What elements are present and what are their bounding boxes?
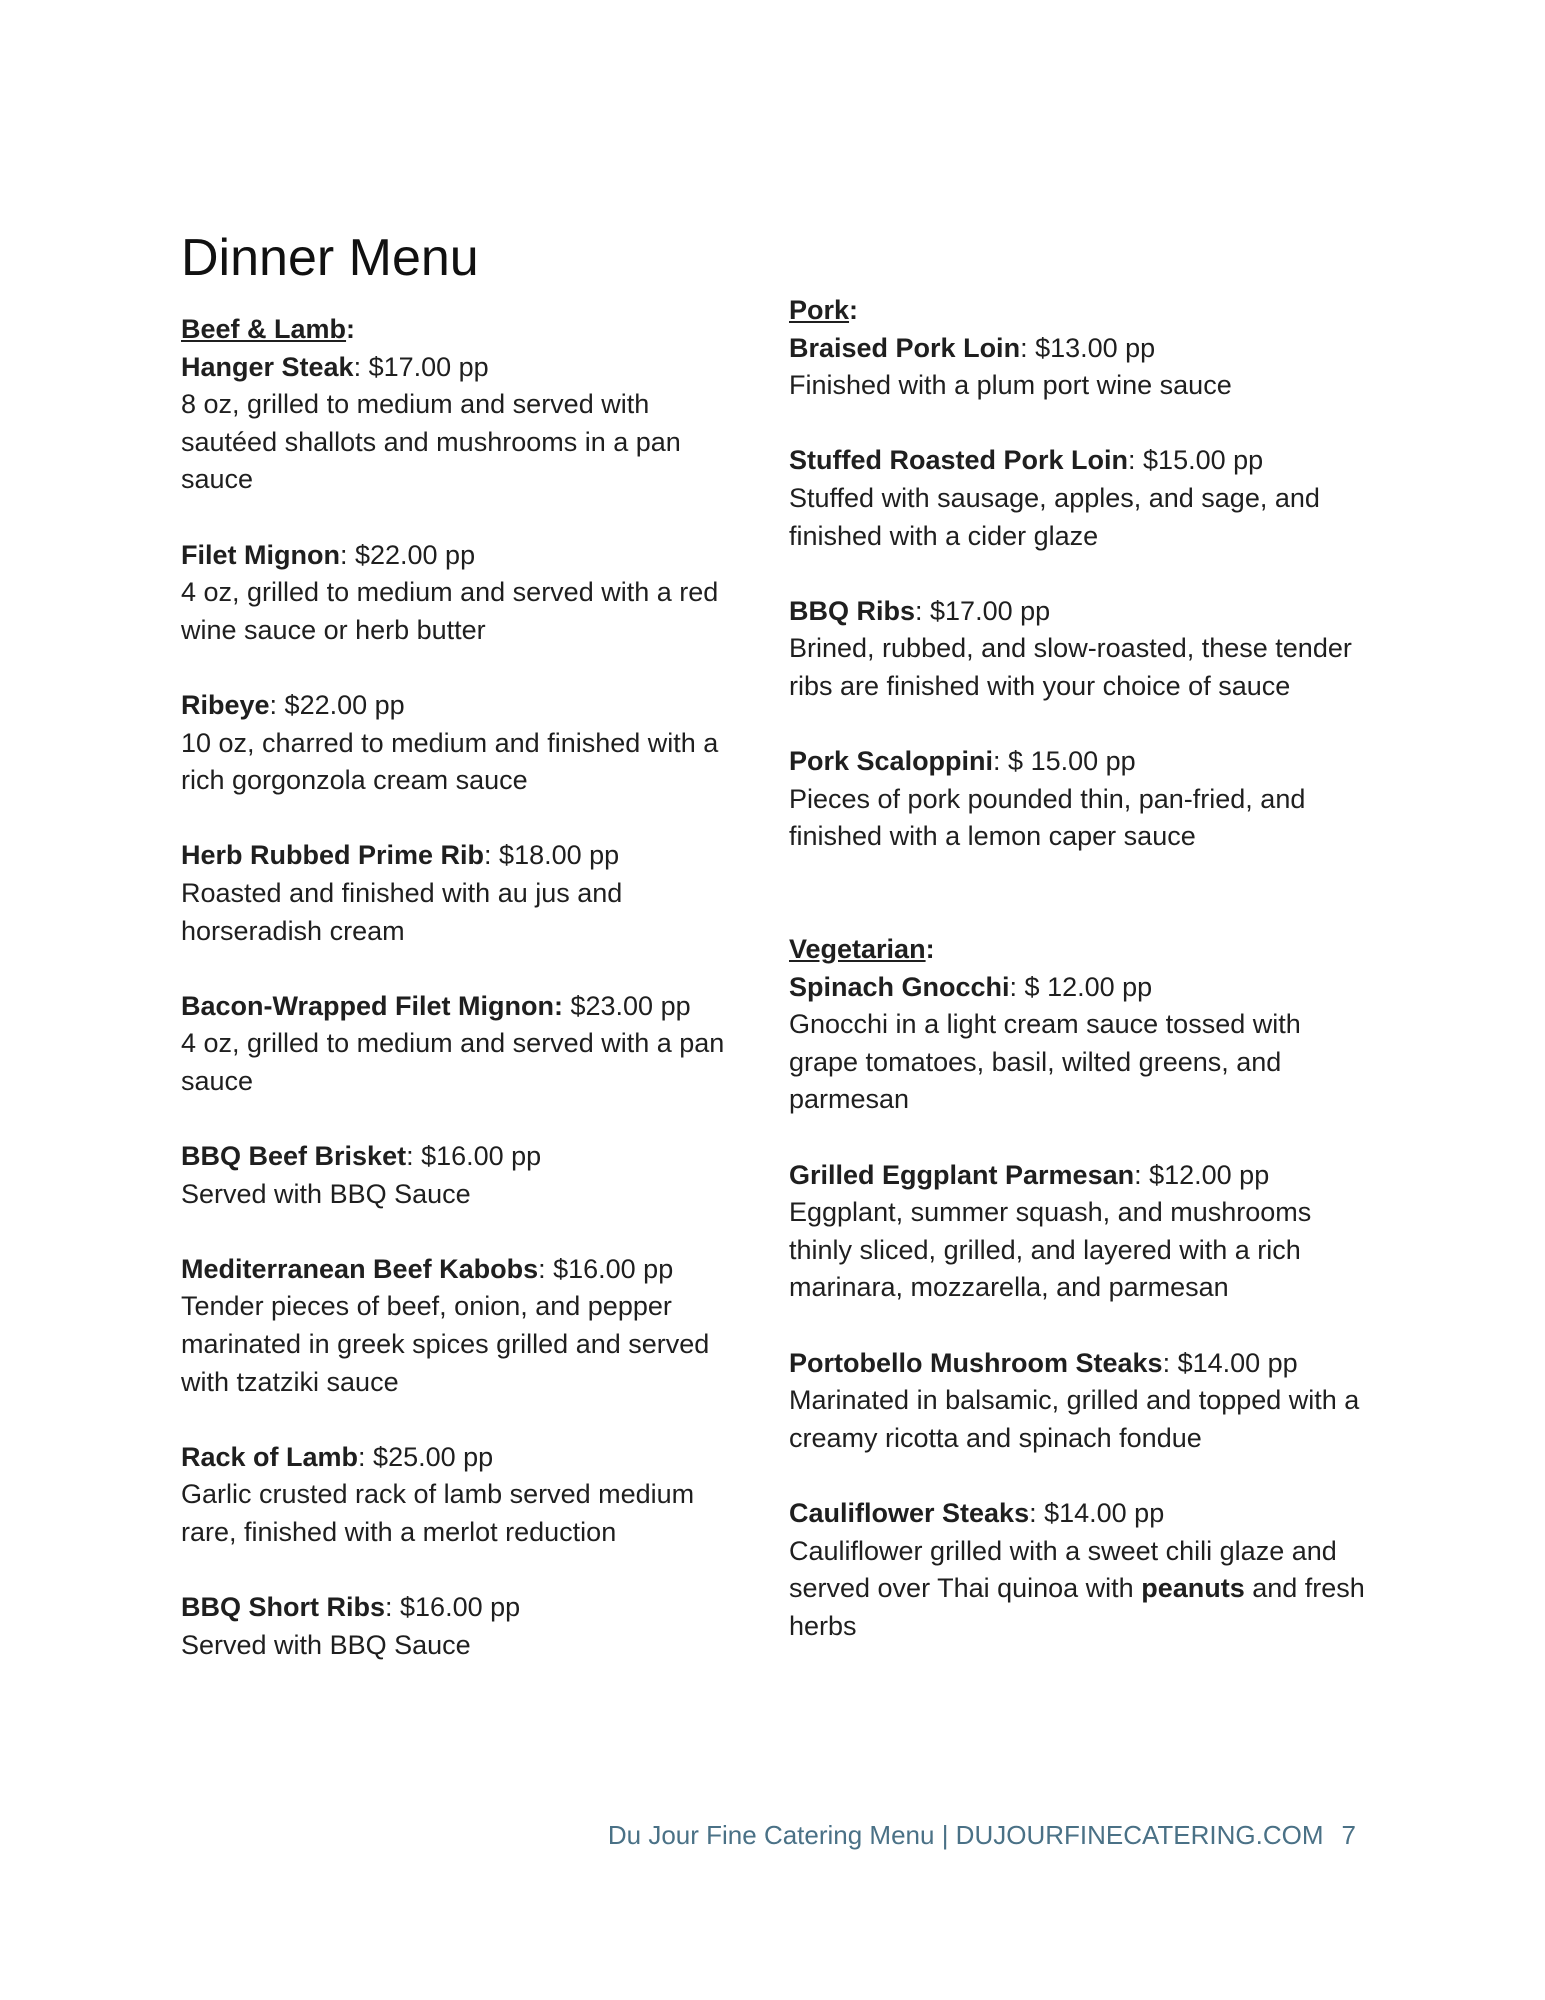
item-price: : $22.00 pp <box>269 689 405 720</box>
page-title: Dinner Menu <box>181 229 479 287</box>
item-description: Garlic crusted rack of lamb served medium rare, finished with a merlot reduction <box>181 1479 695 1547</box>
item-description: Served with BBQ Sauce <box>181 1178 471 1209</box>
menu-item-herb-rubbed-prime-rib <box>181 837 741 950</box>
item-price: : $14.00 pp <box>1029 1498 1165 1528</box>
item-name: Portobello Mushroom Steaks <box>789 1347 1163 1378</box>
item-price: : $18.00 pp <box>484 840 620 871</box>
item-name: BBQ Ribs <box>789 595 916 626</box>
menu-item-braised-pork-loin <box>789 330 1369 405</box>
menu-item-bbq-ribs <box>789 593 1369 706</box>
item-price: : $16.00 pp <box>385 1592 521 1623</box>
item-name: BBQ Short Ribs <box>181 1592 386 1623</box>
item-price: : $16.00 pp <box>538 1253 674 1284</box>
item-description: 10 oz, charred to medium and finished with a rich gorgonzola cream sauce <box>181 727 719 796</box>
item-name: Rack of Lamb <box>181 1441 359 1472</box>
section-heading-pork: Pork: <box>789 295 859 325</box>
menu-item-portobello-mushroom-steaks <box>789 1345 1369 1458</box>
item-description: Eggplant, summer squash, and mushrooms thinly sliced, grilled, and layered with a rich marinara, mozzarella, and parmesan <box>789 1197 1312 1303</box>
menu-item-cauliflower-steaks <box>789 1495 1369 1645</box>
item-description: Stuffed with sausage, apples, and sage, and finished with a cider glaze <box>789 482 1320 551</box>
page-footer <box>608 1820 1356 1851</box>
menu-item-filet-mignon <box>181 537 741 650</box>
item-description: Pieces of pork pounded thin, pan-fried, and finished with a lemon caper sauce <box>789 783 1306 852</box>
right-column <box>789 292 1369 1683</box>
item-name: Bacon-Wrapped Filet Mignon: <box>181 990 563 1021</box>
item-price: : $25.00 pp <box>358 1441 494 1472</box>
menu-item-grilled-eggplant-parmesan <box>789 1157 1369 1307</box>
menu-item-pork-scaloppini <box>789 743 1369 856</box>
item-name: Ribeye <box>181 689 270 720</box>
vegetarian-section <box>789 931 1369 1645</box>
item-name: Braised Pork Loin <box>789 332 1021 363</box>
item-name: Cauliflower Steaks <box>789 1498 1030 1528</box>
item-name: Stuffed Roasted Pork Loin <box>789 445 1129 476</box>
beef-lamb-section <box>181 311 741 1702</box>
section-heading-beef-lamb: Beef & Lamb: <box>181 314 356 344</box>
item-name: BBQ Beef Brisket <box>181 1141 407 1172</box>
item-description: Roasted and finished with au jus and horseradish cream <box>181 877 623 946</box>
item-price: : $13.00 pp <box>1020 332 1156 363</box>
item-price: : $16.00 pp <box>406 1141 542 1172</box>
menu-item-ribeye <box>181 687 741 800</box>
allergen-peanuts: peanuts <box>1141 1573 1245 1604</box>
menu-item-stuffed-roasted-pork-loin <box>789 442 1369 555</box>
item-price: : $ 15.00 pp <box>993 746 1136 777</box>
item-description: Served with BBQ Sauce <box>181 1629 471 1660</box>
item-name: Pork Scaloppini <box>789 746 994 777</box>
footer-text: Du Jour Fine Catering Menu | DUJOURFINECATERING.COM <box>607 1820 1324 1850</box>
item-name: Grilled Eggplant Parmesan <box>789 1159 1135 1190</box>
section-heading-vegetarian: Vegetarian: <box>789 934 935 965</box>
section-spacer <box>789 894 1369 932</box>
item-price: : $ 12.00 pp <box>1009 971 1153 1002</box>
item-description: 4 oz, grilled to medium and served with a red wine sauce or herb butter <box>181 577 719 645</box>
item-price: $23.00 pp <box>562 990 691 1021</box>
item-name: Herb Rubbed Prime Rib <box>181 840 485 871</box>
menu-item-rack-of-lamb <box>181 1439 741 1552</box>
item-price: : $22.00 pp <box>339 539 476 570</box>
item-description: Gnocchi in a light cream sauce tossed with grape tomatoes, basil, wilted greens, and parmesan <box>789 1009 1301 1115</box>
item-price: : $15.00 pp <box>1128 445 1264 476</box>
item-description: 4 oz, grilled to medium and served with a pan sauce <box>181 1028 725 1096</box>
item-price: : $14.00 pp <box>1162 1347 1298 1378</box>
item-description: 8 oz, grilled to medium and served with sautéed shallots and mushrooms in a pan sauce <box>181 389 681 495</box>
pork-section <box>789 292 1369 856</box>
item-description: Finished with a plum port wine sauce <box>789 370 1232 401</box>
item-name: Filet Mignon <box>181 539 340 570</box>
menu-item-hanger-steak <box>181 349 741 499</box>
item-price: : $17.00 pp <box>915 595 1051 626</box>
item-name: Hanger Steak <box>181 351 354 382</box>
menu-item-bbq-beef-brisket <box>181 1138 741 1213</box>
item-name: Spinach Gnocchi <box>789 971 1010 1002</box>
item-description: Tender pieces of beef, onion, and pepper marinated in greek spices grilled and served with tzatziki sauce <box>181 1291 710 1397</box>
page-number: 7 <box>1341 1820 1356 1850</box>
item-description: Cauliflower grilled with a sweet chili glaze and served over Thai quinoa with peanuts and fresh herbs <box>789 1535 1365 1641</box>
item-price: : $12.00 pp <box>1134 1159 1270 1190</box>
menu-item-bbq-short-ribs <box>181 1589 741 1664</box>
item-price: : $17.00 pp <box>353 351 489 382</box>
item-name: Mediterranean Beef Kabobs <box>181 1253 539 1284</box>
menu-item-bacon-wrapped-filet-mignon <box>181 988 741 1101</box>
menu-item-mediterranean-beef-kabobs <box>181 1251 741 1401</box>
item-description: Marinated in balsamic, grilled and topped with a creamy ricotta and spinach fondue <box>789 1385 1360 1453</box>
menu-item-spinach-gnocchi <box>789 969 1369 1119</box>
item-description: Brined, rubbed, and slow-roasted, these tender ribs are finished with your choice of sauce <box>789 633 1352 701</box>
